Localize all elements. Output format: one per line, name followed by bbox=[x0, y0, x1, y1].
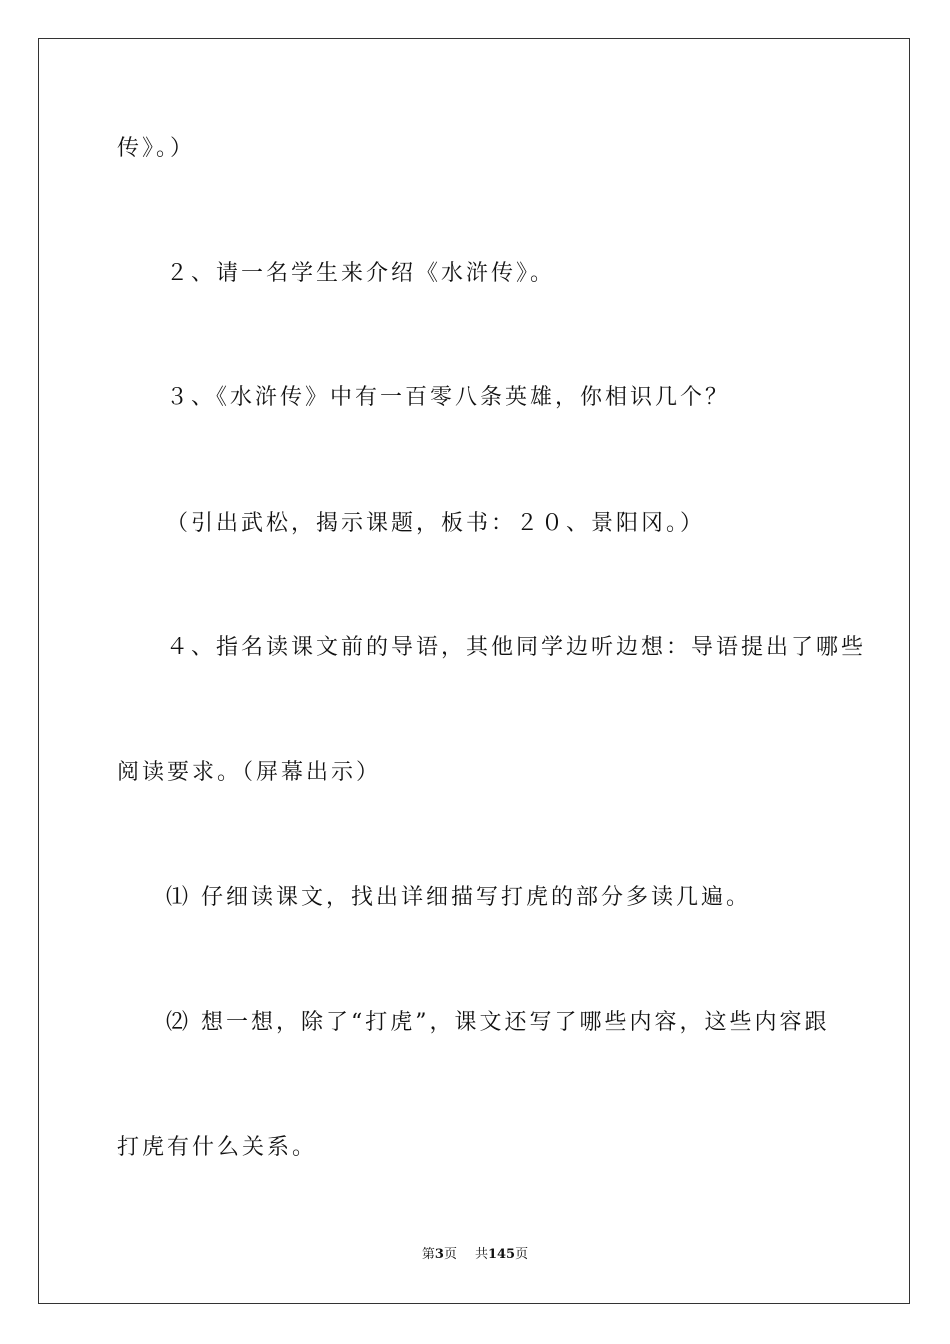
footer-total-prefix: 共 bbox=[474, 1247, 488, 1262]
text-line-subitem-2: ⑵ 想一想，除了“打虎”，课文还写了哪些内容，这些内容跟 bbox=[166, 1010, 830, 1035]
page-footer bbox=[0, 1246, 950, 1264]
text-line-subitem-2-continued: 打虎有什么关系。 bbox=[117, 1135, 318, 1160]
text-line-item-2: ２、请一名学生来介绍《水浒传》。 bbox=[166, 261, 556, 286]
text-line-subitem-1: ⑴ 仔细读课文，找出详细描写打虎的部分多读几遍。 bbox=[166, 885, 751, 910]
text-line-note: （引出武松，揭示课题，板书：２０、景阳冈。） bbox=[166, 511, 706, 536]
footer-page-prefix: 第 bbox=[421, 1247, 435, 1262]
footer-page-number: 3 bbox=[434, 1247, 444, 1262]
footer-page-suffix: 页 bbox=[443, 1247, 457, 1262]
text-line-item-4-continued: 阅读要求。（屏幕出示） bbox=[117, 760, 382, 785]
footer-total-pages: 145 bbox=[487, 1247, 516, 1262]
text-line-continuation: 传》。） bbox=[117, 136, 196, 161]
page-frame bbox=[38, 38, 910, 1304]
text-line-item-3: ３、《水浒传》中有一百零八条英雄，你相识几个？ bbox=[166, 385, 731, 410]
text-line-item-4: ４、指名读课文前的导语，其他同学边听边想：导语提出了哪些 bbox=[166, 635, 867, 660]
footer-total-suffix: 页 bbox=[515, 1247, 529, 1262]
